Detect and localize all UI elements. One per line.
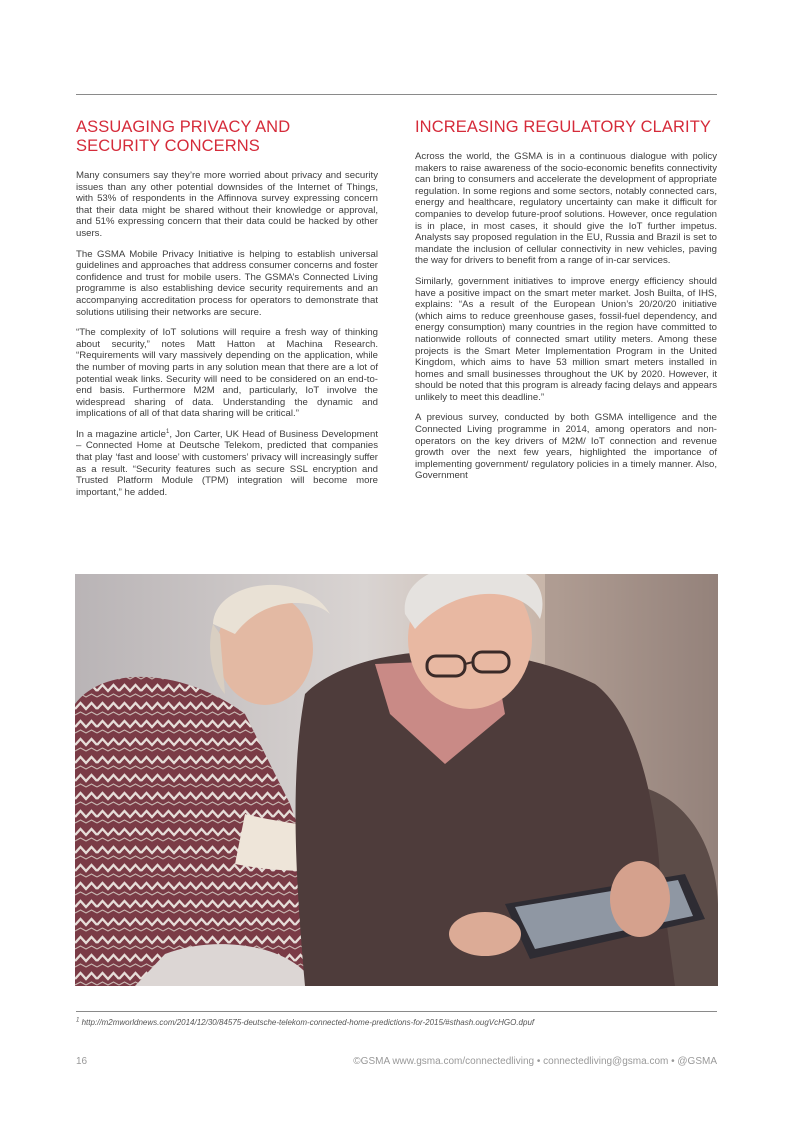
body-paragraph: Across the world, the GSMA is in a continuous dialogue with policy makers to raise awareness of the socio-economic benefits connectivity can bring to consumers and accelerate the development of appropriate regulation. In some regions and some sectors, notably connected cars, energy and healthcare, regulatory uncertainty can make it difficult for companies to develop future-proof solutions. However, once regulation is in place, in most cases, it should give the IoT further impetus. Analysts say proposed regulation in the EU, Russia and Brazil is set to mandate the inclusion of cellular connectivity in new vehicles, paving the way for drivers to benefit from a range of in-car services. <box>415 151 717 267</box>
footnote-divider <box>76 1011 717 1012</box>
paragraph-text: , Jon Carter, UK Head of Business Development – Connected Home at Deutsche Telekom, predicted that companies that play ‘fast and loose’ with customers’ privacy will increasingly suffer as a result. “Security features such as secure SSL encryption and Trusted Platform Module (TPM) integration will become more important,” he added. <box>76 428 378 498</box>
top-divider <box>76 94 717 95</box>
photo-illustration <box>75 574 718 986</box>
footnote <box>76 1018 717 1027</box>
body-paragraph: A previous survey, conducted by both GSMA intelligence and the Connected Living programme in 2014, among operators and non-operators on the key drivers of M2M/ IoT connection and revenue growth over the next few years, highlighted the importance of implementing government/ regulatory policies in a timely manner. Also, Government <box>415 412 717 482</box>
elderly-couple-tablet-photo <box>75 574 718 986</box>
page-number: 16 <box>76 1056 88 1067</box>
left-column <box>76 118 378 507</box>
section-heading-privacy: ASSUAGING PRIVACY AND SECURITY CONCERNS <box>76 118 291 155</box>
right-column <box>415 118 717 491</box>
footnote-link[interactable]: http://m2mworldnews.com/2014/12/30/84575-deutsche-telekom-connected-home-predictions-for-2015/#sthash.ougVcHGO.dpuf <box>79 1018 535 1027</box>
body-paragraph: The GSMA Mobile Privacy Initiative is helping to establish universal guidelines and approaches that address consumer concerns and foster confidence and trust for mobile users. The GSMA’s Connected Living programme is also establishing device security requirements and an accompanying accreditation process for operators to demonstrate that solutions utilising their networks are secure. <box>76 248 378 318</box>
body-paragraph <box>76 429 378 499</box>
footnote-marker: 1 <box>76 1017 80 1024</box>
body-paragraph: Many consumers say they’re more worried about privacy and security issues than any other potential downsides of the Internet of Things, with 53% of respondents in the Affinnova survey expressing concern that their data might be shared without their knowledge or approval, and 51% expressing concern that their data could be hacked by other users. <box>76 170 378 239</box>
footer-credit[interactable]: ©GSMA www.gsma.com/connectedliving • connectedliving@gsma.com • @GSMA <box>353 1056 717 1067</box>
paragraph-text: In a magazine article <box>76 428 166 440</box>
body-paragraph: Similarly, government initiatives to improve energy efficiency should have a positive impact on the smart meter market. Josh Builta, of IHS, explains: “As a result of the European Union’s 20/20/20 initiative (which aims to reduce greenhouse gases, fossil-fuel dependency, and energy consumption) many countries in the region have committed to nationwide rollouts of connected smart utility meters. Among these projects is the Smart Meter Implementation Program in the United Kingdom, which aims to have 53 million smart meters installed in homes and small businesses throughout the UK by 2020. However, it should be noted that this program is already facing delays and appears unlikely to meet this deadline.” <box>415 275 717 403</box>
body-paragraph: “The complexity of IoT solutions will require a fresh way of thinking about security,” notes Matt Hatton at Machina Research. “Requirements will vary massively depending on the application, while the number of moving parts in any solution mean that there are a lot of potential weak links. Security will need to be considered on an end-to-end basis. Furthermore M2M and, particularly, IoT involve the widespread sharing of data. Understanding the dynamic and implications of all of that data sharing will be critical.” <box>76 327 378 420</box>
section-heading-regulatory: INCREASING REGULATORY CLARITY <box>415 118 712 136</box>
footnote-reference[interactable]: 1 <box>165 428 170 435</box>
